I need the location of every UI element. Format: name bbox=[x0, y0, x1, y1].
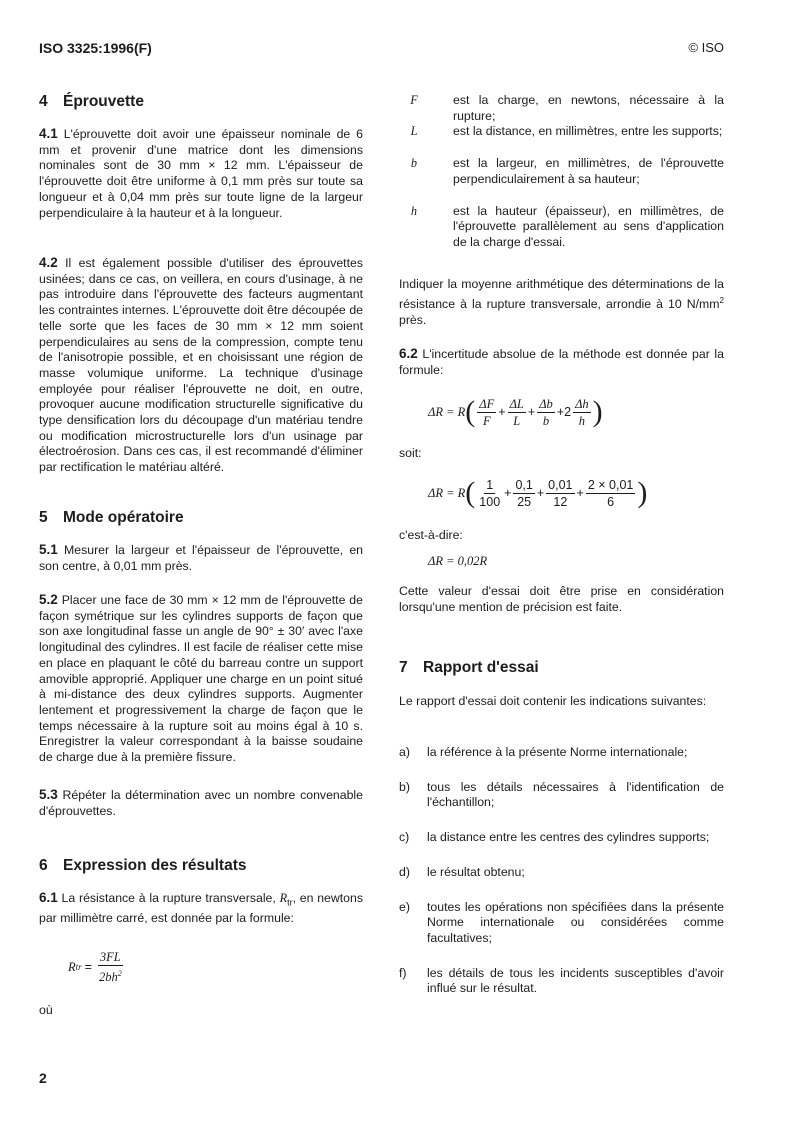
report-items bbox=[399, 745, 724, 997]
variable-symbol: F bbox=[410, 93, 418, 107]
variable-symbol: L bbox=[410, 124, 418, 139]
clause-text: L'éprouvette doit avoir une épaisseur nominale de 6 mm et provenir d'une matrice dont les dimensions nominales sont de 30 mm × 12 mm. L'épaisseur de l'éprouvette doit être uniforme à 0,1 mm près sur toute sa longueur et à 0,04 mm près sur toute ligne de la largeur perpendiculaire à la hauteur et à la longueur. bbox=[39, 127, 363, 220]
variable-symbol: b bbox=[410, 156, 418, 171]
para-5-1 bbox=[39, 542, 363, 574]
uncertainty-formula-numeric: ΔR = R ( $\frac{1}{100}$ + $\frac{0,1}{25}$ + $\frac{0,01}{12}$ + $\frac{2 \times 0,01}{6}$ ) bbox=[428, 476, 648, 509]
numerator: 3FL bbox=[99, 950, 121, 964]
unit-exponent: 2 bbox=[719, 295, 724, 305]
list-item bbox=[399, 865, 724, 881]
para-6-2 bbox=[399, 346, 724, 378]
denominator: L bbox=[513, 413, 521, 428]
precision-note: Cette valeur d'essai doit être prise en considération lorsqu'une mention de précision est faite. bbox=[399, 584, 724, 614]
para-6-1 bbox=[39, 890, 363, 927]
page-number: 2 bbox=[39, 1070, 47, 1086]
para-4-1 bbox=[39, 126, 363, 221]
variable-description: est la largeur, en millimètres, de l'éprouvette perpendiculairement à sa hauteur; bbox=[453, 156, 724, 186]
clause-number: 5.1 bbox=[39, 542, 58, 557]
numerator: 2 × 0,01 bbox=[587, 477, 634, 492]
list-item bbox=[399, 900, 724, 947]
clause-text: Répéter la détermination avec un nombre convenable d'éprouvettes. bbox=[39, 788, 363, 818]
para-5-3 bbox=[39, 787, 363, 819]
list-marker: e) bbox=[399, 899, 410, 914]
section-number: 4 bbox=[39, 93, 48, 110]
clause-number: 4.1 bbox=[39, 126, 58, 141]
section-4-heading bbox=[39, 93, 144, 111]
section-title: Mode opératoire bbox=[63, 509, 184, 526]
para-4-2 bbox=[39, 255, 363, 476]
clause-number: 5.2 bbox=[39, 592, 58, 607]
clause-text: , en newtons par millimètre carré, est donnée par la formule: bbox=[39, 891, 363, 926]
clause-number: 4.2 bbox=[39, 255, 58, 270]
list-marker: d) bbox=[399, 864, 410, 879]
formula-lhs: ΔR = R bbox=[428, 404, 466, 419]
variable-description: est la hauteur (épaisseur), en millimètres, de l'éprouvette parallèlement au sens d'application de la charge d'essai. bbox=[453, 203, 724, 249]
document-id: ISO 3325:1996(F) bbox=[39, 40, 152, 56]
variable-row bbox=[399, 124, 724, 140]
variable-description: est la distance, en millimètres, entre les supports; bbox=[453, 124, 723, 139]
formula-rtr: R tr = $\frac{3FL}{2bh^2}$ bbox=[68, 950, 122, 985]
numerator: 0,1 bbox=[515, 477, 533, 492]
list-text: tous les détails nécessaires à l'identification de l'échantillon; bbox=[427, 779, 724, 810]
denominator: 25 bbox=[517, 494, 532, 509]
formula-fraction bbox=[97, 950, 124, 984]
list-text: la référence à la présente Norme internationale; bbox=[427, 745, 688, 759]
clause-text: Placer une face de 30 mm × 12 mm de l'éprouvette de façon symétrique sur les cylindres supports de façon que son axe longitudinal fasse un angle de 90° ± 30′ avec l'axe longitudinal des cylindres. Il est facile de réaliser cette mise en place en plaquant le côté du barreau contre un support amovible approprié. Appliquer une charge en un point situé à mi-distance des deux cylindres supports. Augmenter lentement et progressivement la charge de façon que le temps nécessaire à la rupture soit au moins égal à 10 s. Enregistrer la valeur correspondant à la baisse soudaine de charge due à la première fissure. bbox=[39, 593, 363, 765]
section-number: 7 bbox=[399, 659, 408, 676]
mean-text-end: près. bbox=[399, 312, 427, 327]
uncertainty-result: ΔR = 0,02R bbox=[428, 554, 488, 568]
para-5-2 bbox=[39, 592, 363, 766]
list-item bbox=[399, 966, 724, 997]
numerator: 0,01 bbox=[548, 477, 573, 492]
list-item bbox=[399, 745, 724, 761]
list-marker: b) bbox=[399, 779, 410, 794]
clause-text: La résistance à la rupture transversale, bbox=[61, 891, 280, 905]
mean-instruction bbox=[399, 277, 724, 328]
clause-text: Mesurer la largeur et l'épaisseur de l'éprouvette, en son centre, à 0,01 mm près. bbox=[39, 543, 364, 573]
numerator: ΔF bbox=[479, 396, 495, 411]
list-marker: a) bbox=[399, 745, 410, 759]
denominator-exponent: 2 bbox=[117, 969, 122, 978]
formula-lhs-subscript: tr bbox=[75, 962, 82, 973]
symbol-subscript: tr bbox=[287, 897, 293, 908]
coefficient: 2 bbox=[564, 405, 572, 419]
mean-text: Indiquer la moyenne arithmétique des déterminations de la résistance à la rupture transversale, arrondie à 10 N/mm bbox=[399, 277, 724, 311]
variable-row bbox=[399, 93, 724, 124]
formula-lhs: R bbox=[68, 959, 76, 974]
clause-text: Il est également possible d'utiliser des éprouvettes usinées; dans ce cas, on veillera, en cours d'usinage, à ne pas introduire dans l'éprouvette des facteurs augmentant les contraintes internes. L'éprouvette doit être découpée de telle sorte que les faces de 30 mm × 12 mm soient perpendiculaires au sens de la compression, compte tenu de l'anisotropie possible, et en choisissant une région de masse volumique uniforme. La technique d'usinage employée pour réaliser l'éprouvette ne doit, en outre, provoquer aucune modification structurelle significative du type densification lors du découpage d'un matériau tendre ou modification microstructurelle lors d'un usinage par électroérosion. Dans ces cas, il est recommandé d'éliminer par rectification le matériau altéré. bbox=[39, 256, 364, 475]
section-title: Rapport d'essai bbox=[423, 659, 539, 676]
soit-label: soit: bbox=[399, 446, 422, 460]
section-title: Éprouvette bbox=[63, 93, 144, 110]
denominator: F bbox=[482, 413, 491, 428]
section-7-heading bbox=[399, 659, 539, 677]
denominator: 6 bbox=[607, 494, 615, 509]
numerator: ΔL bbox=[509, 396, 524, 411]
list-item bbox=[399, 780, 724, 811]
denominator: h bbox=[578, 413, 585, 428]
numerator: Δh bbox=[575, 396, 589, 411]
list-text: les détails de tous les incidents susceptibles d'avoir influé sur le résultat. bbox=[427, 965, 724, 996]
section-6-heading bbox=[39, 857, 247, 875]
formula-lhs: ΔR = R bbox=[428, 485, 466, 500]
list-text: toutes les opérations non spécifiées dans la présente Norme internationale ou considérées comme facultatives; bbox=[427, 899, 724, 945]
section-number: 5 bbox=[39, 509, 48, 526]
denominator: b bbox=[542, 413, 550, 428]
variable-symbol: h bbox=[410, 203, 418, 218]
uncertainty-formula: ΔR = R ( $\frac{\Delta F}{F}$ + $\frac{\Delta L}{L}$ + $\frac{\Delta b}{b}$ + 2 $\frac{\Delta h}{h}$ ) bbox=[428, 395, 603, 428]
clause-text: L'incertitude absolue de la méthode est donnée par la formule: bbox=[399, 347, 724, 377]
section-title: Expression des résultats bbox=[63, 857, 247, 874]
numerator: 1 bbox=[486, 477, 494, 492]
numerator: Δb bbox=[539, 396, 553, 411]
copyright-mark: © ISO bbox=[688, 40, 724, 55]
report-intro: Le rapport d'essai doit contenir les indications suivantes: bbox=[399, 694, 707, 708]
clause-number: 5.3 bbox=[39, 787, 58, 802]
variable-definitions bbox=[399, 93, 724, 251]
variable-row bbox=[399, 156, 724, 187]
list-marker: f) bbox=[399, 965, 407, 980]
list-marker: c) bbox=[399, 830, 410, 845]
variable-description: est la charge, en newtons, nécessaire à la rupture; bbox=[453, 93, 724, 123]
section-5-heading bbox=[39, 509, 184, 527]
section-number: 6 bbox=[39, 857, 48, 874]
list-item bbox=[399, 830, 724, 846]
symbol: R bbox=[279, 891, 288, 905]
ou-label: où bbox=[39, 1003, 53, 1017]
list-text: le résultat obtenu; bbox=[427, 864, 525, 879]
denominator: 12 bbox=[553, 494, 568, 509]
clause-number: 6.1 bbox=[39, 890, 58, 905]
denominator: 100 bbox=[479, 494, 501, 509]
denominator: 2bh bbox=[98, 970, 118, 985]
cest-a-dire-label: c'est-à-dire: bbox=[399, 528, 463, 542]
list-text: la distance entre les centres des cylindres supports; bbox=[427, 830, 710, 845]
clause-number: 6.2 bbox=[399, 346, 418, 361]
variable-row bbox=[399, 204, 724, 251]
